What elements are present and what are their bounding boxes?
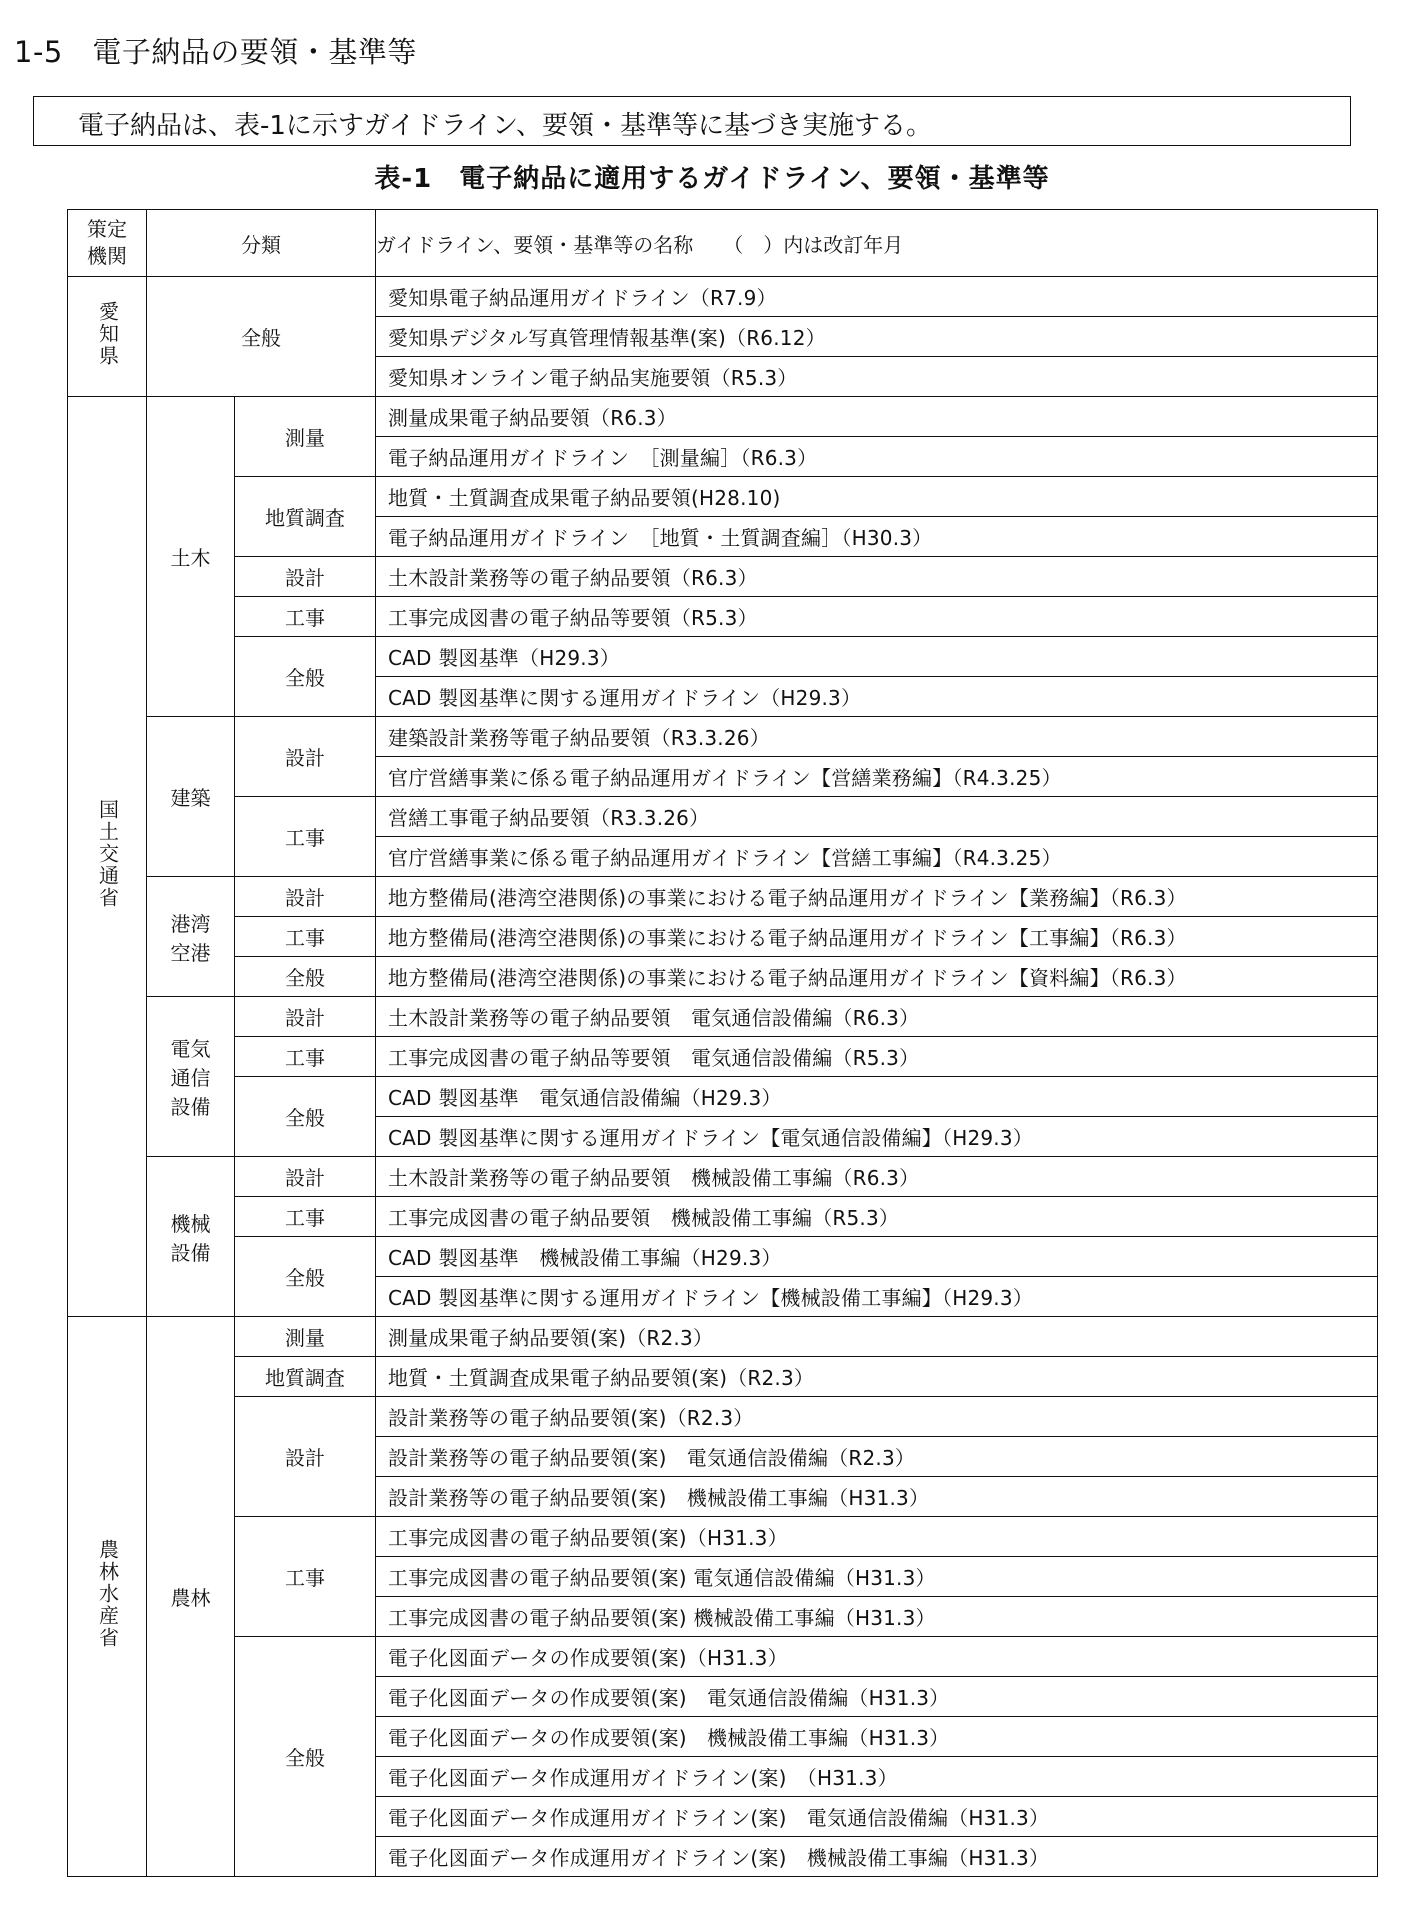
guideline-name: 工事完成図書の電子納品要領(案) 電気通信設備編（H31.3） bbox=[376, 1557, 1378, 1597]
guideline-name: CAD 製図基準に関する運用ガイドライン（H29.3） bbox=[376, 677, 1378, 717]
org-mlit: 国土交通省 bbox=[68, 397, 147, 1317]
guideline-name: 電子化図面データの作成要領(案) 電気通信設備編（H31.3） bbox=[376, 1677, 1378, 1717]
table-row bbox=[68, 397, 1378, 437]
guideline-name: 地質・土質調査成果電子納品要領(H28.10) bbox=[376, 477, 1378, 517]
guideline-name: 設計業務等の電子納品要領(案) 電気通信設備編（R2.3） bbox=[376, 1437, 1378, 1477]
guideline-name: 地質・土質調査成果電子納品要領(案)（R2.3） bbox=[376, 1357, 1378, 1397]
table-row bbox=[68, 277, 1378, 317]
table-row bbox=[68, 797, 1378, 837]
subcategory-general: 全般 bbox=[235, 1637, 376, 1877]
subcategory-design: 設計 bbox=[235, 717, 376, 797]
table-row bbox=[68, 1317, 1378, 1357]
guideline-name: 官庁営繕事業に係る電子納品運用ガイドライン【営繕工事編】（R4.3.25） bbox=[376, 837, 1378, 877]
subcategory-design: 設計 bbox=[235, 877, 376, 917]
table-row bbox=[68, 1357, 1378, 1397]
guideline-name: 測量成果電子納品要領（R6.3） bbox=[376, 397, 1378, 437]
table-row bbox=[68, 877, 1378, 917]
guideline-name: 土木設計業務等の電子納品要領 機械設備工事編（R6.3） bbox=[376, 1157, 1378, 1197]
table-row bbox=[68, 1397, 1378, 1437]
header-org bbox=[68, 210, 147, 277]
guideline-name: 設計業務等の電子納品要領(案) 機械設備工事編（H31.3） bbox=[376, 1477, 1378, 1517]
category-doboku: 土木 bbox=[147, 397, 235, 717]
guideline-name: 愛知県オンライン電子納品実施要領（R5.3） bbox=[376, 357, 1378, 397]
category-norin: 農林 bbox=[147, 1317, 235, 1877]
guideline-name: 地方整備局(港湾空港関係)の事業における電子納品運用ガイドライン【業務編】（R6.3） bbox=[376, 877, 1378, 917]
table-row bbox=[68, 477, 1378, 517]
guideline-name: 電子化図面データの作成要領(案) 機械設備工事編（H31.3） bbox=[376, 1717, 1378, 1757]
subcategory-design: 設計 bbox=[235, 1397, 376, 1517]
header-category: 分類 bbox=[147, 210, 376, 277]
subcategory-construction: 工事 bbox=[235, 1037, 376, 1077]
org-aichi: 愛知県 bbox=[68, 277, 147, 397]
guideline-name: CAD 製図基準 電気通信設備編（H29.3） bbox=[376, 1077, 1378, 1117]
guideline-name: 地方整備局(港湾空港関係)の事業における電子納品運用ガイドライン【工事編】（R6.3） bbox=[376, 917, 1378, 957]
guideline-name: 工事完成図書の電子納品要領(案) 機械設備工事編（H31.3） bbox=[376, 1597, 1378, 1637]
guideline-name: CAD 製図基準 機械設備工事編（H29.3） bbox=[376, 1237, 1378, 1277]
lead-text: 電子納品は、表-1に示すガイドライン、要領・基準等に基づき実施する。 bbox=[78, 111, 933, 141]
lead-box bbox=[33, 96, 1351, 146]
subcategory-geology: 地質調査 bbox=[235, 477, 376, 557]
guideline-name: 工事完成図書の電子納品要領(案)（H31.3） bbox=[376, 1517, 1378, 1557]
header-org-line1: 策定 bbox=[87, 217, 127, 241]
guideline-name: 土木設計業務等の電子納品要領（R6.3） bbox=[376, 557, 1378, 597]
subcategory-survey: 測量 bbox=[235, 1317, 376, 1357]
guideline-name: 工事完成図書の電子納品要領 機械設備工事編（R5.3） bbox=[376, 1197, 1378, 1237]
guideline-table bbox=[67, 209, 1378, 1877]
category-kenchiku: 建築 bbox=[147, 717, 235, 877]
table-row bbox=[68, 1037, 1378, 1077]
table-row bbox=[68, 997, 1378, 1037]
guideline-name: 営繕工事電子納品要領（R3.3.26） bbox=[376, 797, 1378, 837]
subcategory-general: 全般 bbox=[235, 1237, 376, 1317]
table-row bbox=[68, 957, 1378, 997]
subcategory-geology: 地質調査 bbox=[235, 1357, 376, 1397]
guideline-name: 電子化図面データ作成運用ガイドライン(案) 機械設備工事編（H31.3） bbox=[376, 1837, 1378, 1877]
subcategory-design: 設計 bbox=[235, 997, 376, 1037]
table-row bbox=[68, 1197, 1378, 1237]
subcategory-construction: 工事 bbox=[235, 1197, 376, 1237]
table-header-row bbox=[68, 210, 1378, 277]
guideline-name: 電子納品運用ガイドライン ［測量編］（R6.3） bbox=[376, 437, 1378, 477]
guideline-name: 電子化図面データの作成要領(案)（H31.3） bbox=[376, 1637, 1378, 1677]
table-row bbox=[68, 597, 1378, 637]
guideline-name: 愛知県電子納品運用ガイドライン（R7.9） bbox=[376, 277, 1378, 317]
category-mechanical: 機械 設備 bbox=[147, 1157, 235, 1317]
guideline-name: 建築設計業務等電子納品要領（R3.3.26） bbox=[376, 717, 1378, 757]
table-row bbox=[68, 1517, 1378, 1557]
subcategory-general: 全般 bbox=[235, 957, 376, 997]
table-row bbox=[68, 637, 1378, 677]
guideline-name: 工事完成図書の電子納品等要領 電気通信設備編（R5.3） bbox=[376, 1037, 1378, 1077]
table-caption: 表-1 電子納品に適用するガイドライン、要領・基準等 bbox=[374, 164, 1050, 194]
guideline-name: 設計業務等の電子納品要領(案)（R2.3） bbox=[376, 1397, 1378, 1437]
table-row bbox=[68, 1237, 1378, 1277]
table-row bbox=[68, 917, 1378, 957]
guideline-name: CAD 製図基準に関する運用ガイドライン【電気通信設備編】（H29.3） bbox=[376, 1117, 1378, 1157]
category-port-airport: 港湾 空港 bbox=[147, 877, 235, 997]
subcategory-general: 全般 bbox=[235, 1077, 376, 1157]
guideline-name: 電子化図面データ作成運用ガイドライン(案) （H31.3） bbox=[376, 1757, 1378, 1797]
guideline-name: CAD 製図基準に関する運用ガイドライン【機械設備工事編】（H29.3） bbox=[376, 1277, 1378, 1317]
subcategory-general: 全般 bbox=[235, 637, 376, 717]
subcategory-construction: 工事 bbox=[235, 917, 376, 957]
guideline-name: 工事完成図書の電子納品等要領（R5.3） bbox=[376, 597, 1378, 637]
org-maff: 農林水産省 bbox=[68, 1317, 147, 1877]
guideline-name: 測量成果電子納品要領(案)（R2.3） bbox=[376, 1317, 1378, 1357]
category-aichi-general: 全般 bbox=[147, 277, 376, 397]
guideline-name: 官庁営繕事業に係る電子納品運用ガイドライン【営繕業務編】（R4.3.25） bbox=[376, 757, 1378, 797]
subcategory-construction: 工事 bbox=[235, 597, 376, 637]
header-org-line2: 機関 bbox=[87, 244, 127, 268]
table-row bbox=[68, 1157, 1378, 1197]
guideline-name: 土木設計業務等の電子納品要領 電気通信設備編（R6.3） bbox=[376, 997, 1378, 1037]
guideline-name: 電子化図面データ作成運用ガイドライン(案) 電気通信設備編（H31.3） bbox=[376, 1797, 1378, 1837]
header-name: ガイドライン、要領・基準等の名称 （ ）内は改訂年月 bbox=[376, 210, 1378, 277]
guideline-name: 地方整備局(港湾空港関係)の事業における電子納品運用ガイドライン【資料編】（R6.3） bbox=[376, 957, 1378, 997]
table-row bbox=[68, 557, 1378, 597]
section-title: 1-5 電子納品の要領・基準等 bbox=[14, 35, 417, 69]
subcategory-construction: 工事 bbox=[235, 1517, 376, 1637]
table-row bbox=[68, 1077, 1378, 1117]
category-electrical: 電気 通信 設備 bbox=[147, 997, 235, 1157]
table-row bbox=[68, 1637, 1378, 1677]
subcategory-design: 設計 bbox=[235, 1157, 376, 1197]
subcategory-design: 設計 bbox=[235, 557, 376, 597]
table-row bbox=[68, 717, 1378, 757]
subcategory-construction: 工事 bbox=[235, 797, 376, 877]
guideline-name: 電子納品運用ガイドライン ［地質・土質調査編］（H30.3） bbox=[376, 517, 1378, 557]
guideline-name: CAD 製図基準（H29.3） bbox=[376, 637, 1378, 677]
guideline-name: 愛知県デジタル写真管理情報基準(案)（R6.12） bbox=[376, 317, 1378, 357]
subcategory-survey: 測量 bbox=[235, 397, 376, 477]
